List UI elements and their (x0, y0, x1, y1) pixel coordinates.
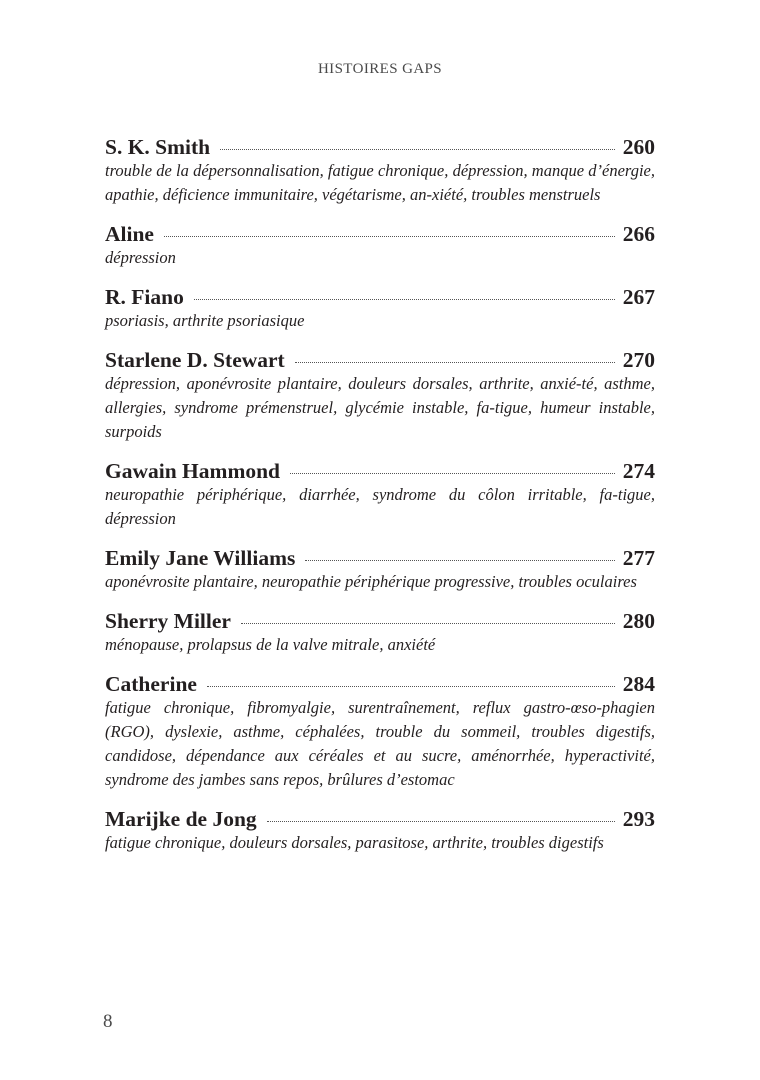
dot-leader (267, 821, 615, 822)
entry-page-number: 284 (622, 672, 655, 696)
table-of-contents (105, 133, 655, 868)
entry-description: fatigue chronique, douleurs dorsales, parasitose, arthrite, troubles digestifs (105, 833, 604, 852)
entry-name: R. Fiano (105, 285, 184, 309)
toc-entry-heading (105, 457, 655, 485)
entry-name: Marijke de Jong (105, 807, 257, 831)
toc-entry-heading (105, 283, 655, 311)
entry-page-number: 266 (622, 222, 655, 246)
dot-leader (295, 362, 615, 363)
entry-name: Sherry Miller (105, 609, 231, 633)
entry-page-number: 260 (622, 135, 655, 159)
entry-description: dépression, aponévrosite plantaire, douleurs dorsales, arthrite, anxié-té, asthme, allergies, syndrome prémenstruel, glycémie instable, fa-tigue, humeur instable, surpoids (105, 374, 655, 441)
dot-leader (290, 473, 615, 474)
entry-name: Aline (105, 222, 154, 246)
page-number: 8 (103, 1011, 113, 1032)
entry-page-number: 274 (622, 459, 655, 483)
dot-leader (207, 686, 615, 687)
entry-name: Catherine (105, 672, 197, 696)
dot-leader (194, 299, 615, 300)
entry-page-number: 270 (622, 348, 655, 372)
toc-entry (105, 133, 655, 207)
toc-entry (105, 607, 655, 657)
toc-entry (105, 457, 655, 531)
entry-description: trouble de la dépersonnalisation, fatigue chronique, dépression, manque d’énergie, apathie, déficience immunitaire, végétarisme, an-xiété, troubles menstruels (105, 161, 655, 204)
running-header: HISTOIRES GAPS (317, 61, 443, 77)
dot-leader (305, 560, 614, 561)
toc-entry-heading (105, 670, 655, 698)
entry-name: Emily Jane Williams (105, 546, 296, 570)
toc-entry (105, 283, 655, 333)
entry-description: aponévrosite plantaire, neuropathie périphérique progressive, troubles oculaires (105, 572, 637, 591)
entry-description: fatigue chronique, fibromyalgie, surentraînement, reflux gastro-œso-phagien (RGO), dyslexie, asthme, céphalées, trouble du sommeil, troubles digestifs, candidose, dépendance aux céréales et au sucre, aménorrhée, hyperactivité, syndrome des jambes sans repos, brûlures d’estomac (105, 698, 655, 789)
entry-description: dépression (105, 248, 176, 267)
entry-page-number: 280 (622, 609, 655, 633)
entry-page-number: 293 (622, 807, 655, 831)
entry-description: ménopause, prolapsus de la valve mitrale, anxiété (105, 635, 436, 654)
toc-entry-heading (105, 220, 655, 248)
toc-entry-heading (105, 544, 655, 572)
toc-entry-heading (105, 805, 655, 833)
toc-entry (105, 805, 655, 855)
entry-description: psoriasis, arthrite psoriasique (105, 311, 305, 330)
dot-leader (164, 236, 615, 237)
entry-name: S. K. Smith (105, 135, 211, 159)
toc-entry-heading (105, 133, 655, 161)
toc-entry (105, 220, 655, 270)
toc-entry (105, 670, 655, 792)
entry-description: neuropathie périphérique, diarrhée, syndrome du côlon irritable, fa-tigue, dépression (105, 485, 655, 528)
dot-leader (220, 149, 615, 150)
entry-page-number: 277 (622, 546, 655, 570)
toc-entry-heading (105, 346, 655, 374)
toc-entry (105, 346, 655, 444)
entry-name: Gawain Hammond (105, 459, 281, 483)
entry-page-number: 267 (622, 285, 655, 309)
toc-entry-heading (105, 607, 655, 635)
dot-leader (241, 623, 615, 624)
entry-name: Starlene D. Stewart (105, 348, 285, 372)
toc-entry (105, 544, 655, 594)
